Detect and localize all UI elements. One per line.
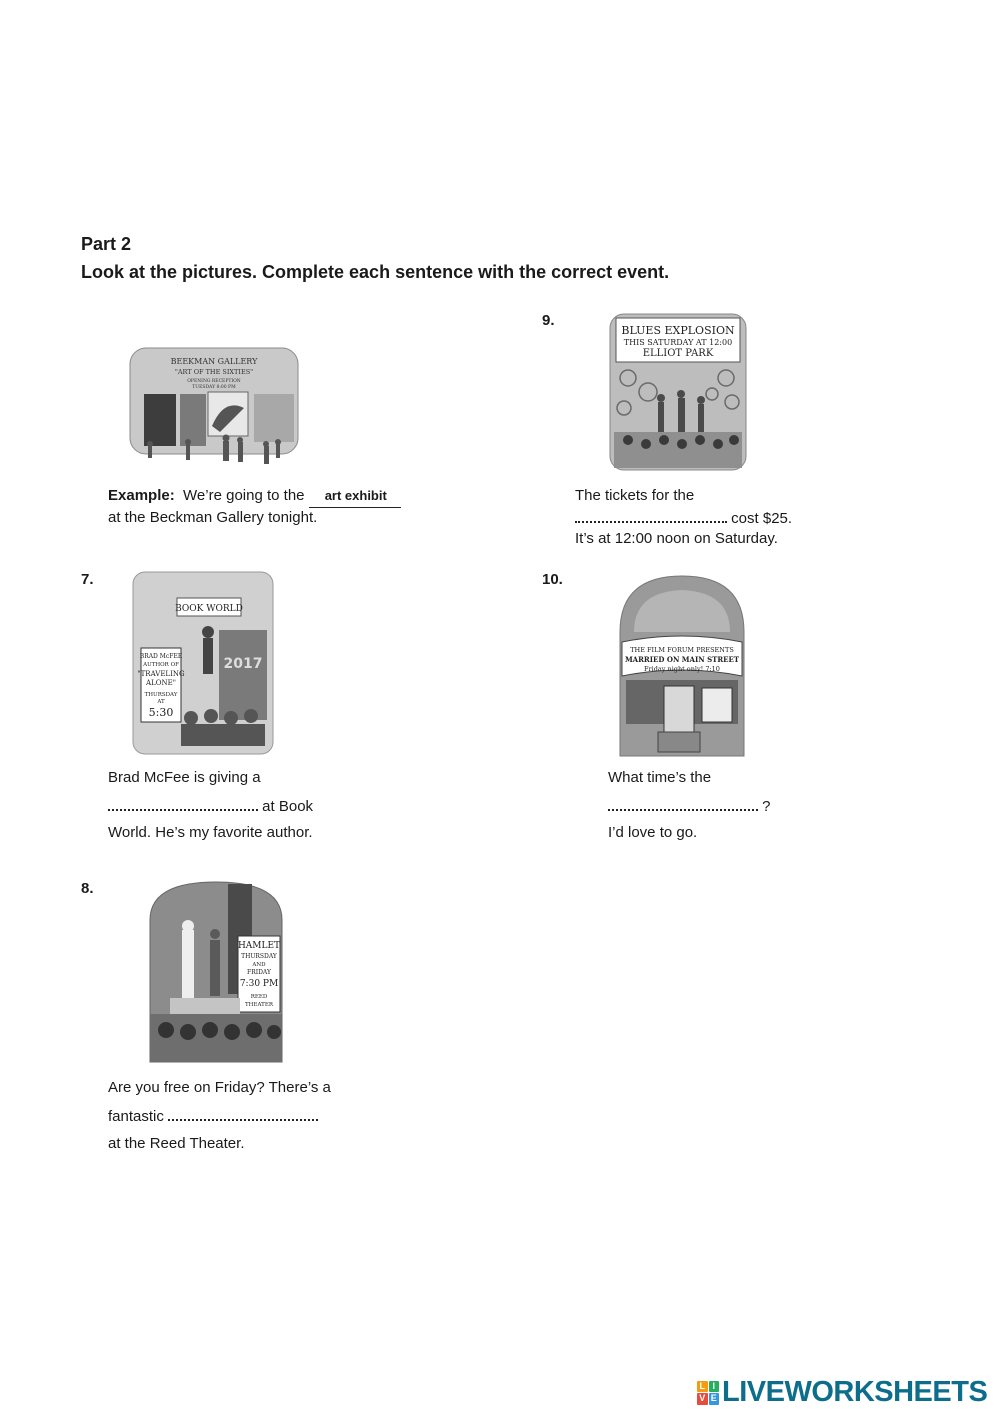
marquee-line1: THE FILM FORUM PRESENTS (630, 646, 734, 654)
poster-line1: BRAD McFEE (139, 653, 183, 660)
play-poster-line2: THURSDAY (241, 953, 277, 960)
example-answer: art exhibit (309, 485, 401, 508)
play-poster-line6: REED (250, 994, 268, 1000)
q10-answer-blank[interactable] (608, 795, 758, 811)
theater-play-picture (146, 880, 286, 1064)
logo-grid-icon (697, 1381, 719, 1405)
q8-line3: at the Reed Theater. (108, 1135, 245, 1152)
movie-theater-picture (614, 572, 750, 758)
play-poster-line5: 7:30 PM (239, 979, 279, 989)
logo-text: LIVEWORKSHEETS (722, 1376, 988, 1408)
svg-text:2017: 2017 (223, 656, 263, 672)
example-line1: We’re going to the (183, 487, 305, 504)
concert-sign-line3: ELLIOT PARK (642, 348, 714, 359)
q9-line3: It’s at 12:00 noon on Saturday. (575, 530, 778, 547)
q7-line2 (108, 795, 313, 818)
part-title: Part 2 (81, 234, 132, 254)
q10-line3: I’d love to go. (608, 824, 698, 841)
q8-number: 8. (81, 880, 94, 897)
q8-line2-text: fantastic (108, 1108, 164, 1125)
q7-line2-text: at Book (262, 798, 314, 815)
instruction: Look at the pictures. Complete each sentence with the correct event. (81, 262, 670, 282)
q8-line1: Are you free on Friday? There’s a (108, 1079, 331, 1096)
logo-letter-i: I (709, 1381, 720, 1393)
q10-line2 (608, 795, 771, 818)
gallery-sign-line1: BEEKMAN GALLERY (170, 357, 258, 366)
poster-line7: 5:30 (148, 706, 174, 719)
concert-picture (608, 312, 748, 472)
q7-line3: World. He’s my favorite author. (108, 824, 313, 841)
store-sign: BOOK WORLD (175, 604, 243, 614)
q8-line2 (108, 1105, 318, 1128)
liveworksheets-logo (697, 1376, 987, 1409)
gallery-picture (128, 346, 300, 470)
gallery-sign-line3: OPENING RECEPTION (187, 379, 241, 384)
marquee-line3: Friday night only! 7:10 (644, 665, 720, 673)
gallery-sign-line4: TUESDAY 8:00 PM (192, 385, 236, 390)
q10-number: 10. (542, 571, 563, 588)
book-reading-picture (131, 570, 275, 756)
gallery-sign-line2: "ART OF THE SIXTIES" (174, 368, 254, 376)
q9-line2-text: cost $25. (731, 510, 793, 527)
logo-letter-l: L (697, 1381, 708, 1393)
q9-line2 (575, 507, 792, 530)
poster-line4: ALONE" (146, 679, 176, 687)
concert-sign-line2: THIS SATURDAY AT 12:00 (623, 338, 733, 347)
q9-answer-blank[interactable] (575, 507, 727, 523)
q9-line1: The tickets for the (575, 487, 695, 504)
play-poster-line7: THEATER (245, 1002, 273, 1008)
q7-line1: Brad McFee is giving a (108, 769, 261, 786)
poster-line6: AT (157, 699, 165, 705)
marquee-line2: MARRIED ON MAIN STREET (624, 655, 740, 664)
play-poster-line1: HAMLET (237, 941, 281, 951)
example-line2: at the Beckman Gallery tonight. (108, 509, 318, 526)
logo-letter-e: E (709, 1393, 720, 1405)
q10-line2-text: ? (762, 798, 771, 815)
poster-line2: AUTHOR OF (143, 662, 179, 668)
example-sentence (108, 485, 401, 508)
q10-line1: What time’s the (608, 769, 712, 786)
play-poster-line4: FRIDAY (247, 969, 271, 976)
q9-number: 9. (542, 312, 555, 329)
poster-line5: THURSDAY (144, 692, 178, 698)
q8-answer-blank[interactable] (168, 1105, 318, 1121)
concert-sign-line1: BLUES EXPLOSION (621, 324, 735, 337)
example-label: Example: (108, 487, 175, 504)
logo-letter-v: V (697, 1393, 708, 1405)
q7-number: 7. (81, 571, 94, 588)
play-poster-line3: AND (252, 962, 266, 968)
q7-answer-blank[interactable] (108, 795, 258, 811)
poster-line3: "TRAVELING (137, 670, 185, 678)
